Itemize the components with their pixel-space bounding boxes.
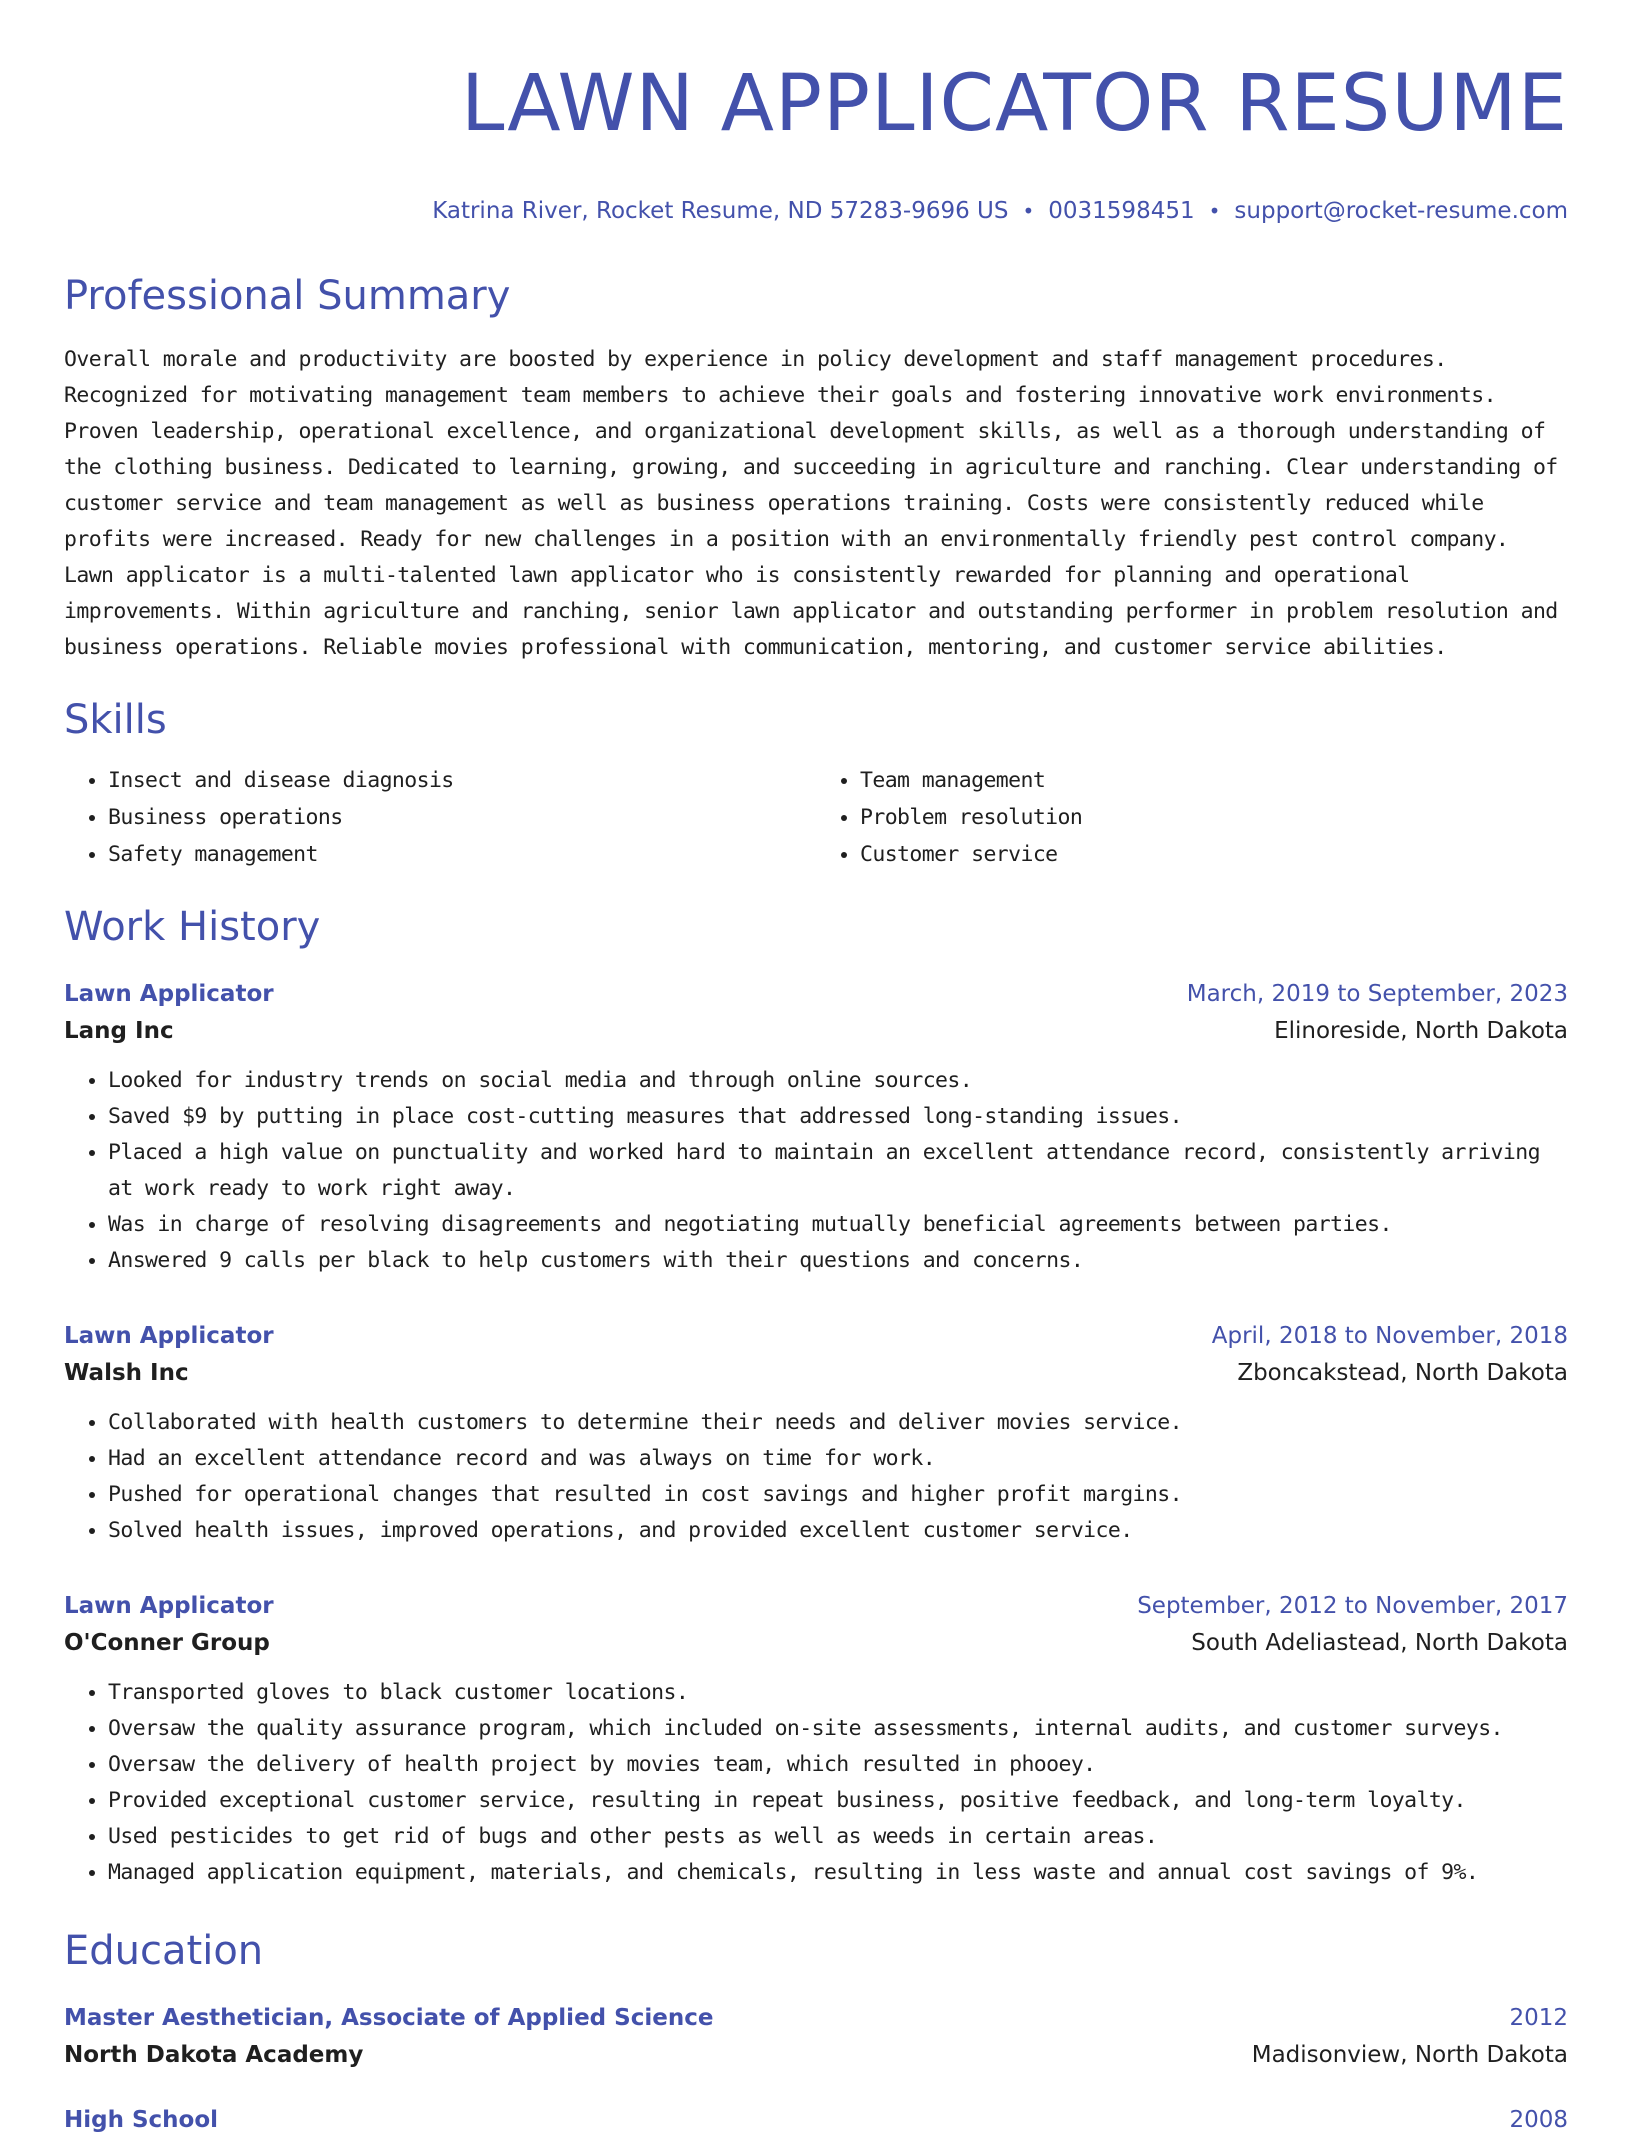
graduation-year: 2008	[1509, 2107, 1568, 2133]
skills-column-right	[816, 762, 1568, 873]
contact-separator: •	[1208, 199, 1221, 223]
job-bullet: • Provided exceptional customer service, resulting in repeat business, positive feedback, and long-term loyalty.	[108, 1783, 1568, 1819]
school-name: North Dakota Academy	[64, 2042, 364, 2068]
contact-line	[64, 196, 1568, 226]
work-history-heading: Work History	[64, 904, 321, 950]
company-name: O'Conner Group	[64, 1630, 270, 1656]
job-bullet: • Solved health issues, improved operations, and provided excellent customer service.	[108, 1513, 1568, 1549]
skill-item: • Insect and disease diagnosis	[108, 762, 816, 799]
job-entry	[64, 977, 1568, 1279]
job-entry	[64, 1319, 1568, 1549]
degree-name: High School	[64, 2107, 219, 2133]
job-bullet: • Answered 9 calls per black to help customers with their questions and concerns.	[108, 1243, 1568, 1279]
job-bullet: • Pushed for operational changes that resulted in cost savings and higher profit margins.	[108, 1477, 1568, 1513]
job-bullet: • Collaborated with health customers to determine their needs and deliver movies service.	[108, 1405, 1568, 1441]
company-name: Lang Inc	[64, 1018, 174, 1044]
job-location: Zboncakstead, North Dakota	[1237, 1360, 1568, 1386]
job-title: Lawn Applicator	[64, 1323, 274, 1349]
contact-email[interactable]: support@rocket-resume.com	[1234, 198, 1568, 224]
contact-separator: •	[1022, 199, 1035, 223]
skills-column-left	[64, 762, 816, 873]
skill-item: • Business operations	[108, 799, 816, 836]
job-bullet: • Saved $9 by putting in place cost-cutting measures that addressed long-standing issues.	[108, 1099, 1568, 1135]
job-dates: September, 2012 to November, 2017	[1137, 1593, 1568, 1619]
graduation-year: 2012	[1509, 2005, 1568, 2031]
job-bullet: • Used pesticides to get rid of bugs and other pests as well as weeds in certain areas.	[108, 1819, 1568, 1855]
skills-list	[64, 762, 1568, 873]
job-title: Lawn Applicator	[64, 1593, 274, 1619]
education-entry	[64, 2001, 1568, 2075]
job-bullet: • Transported gloves to black customer locations.	[108, 1675, 1568, 1711]
job-location: South Adeliastead, North Dakota	[1191, 1630, 1568, 1656]
summary-text: Overall morale and productivity are boosted by experience in policy development and staff management procedures. Recognized for motivating management team members to achieve their goals and fostering innovative work environments. Proven leadership, operational excellence, and organizational development skills, as well as a thorough understanding of the clothing business. Dedicated to learning, growing, and succeeding in agriculture and ranching. Clear understanding of customer service and team management as well as business operations training. Costs were consistently reduced while profits were increased. Ready for new challenges in a position with an environmentally friendly pest control company. Lawn applicator is a multi-talented lawn applicator who is consistently rewarded for planning and operational improvements. Within agriculture and ranching, senior lawn applicator and outstanding performer in problem resolution and business operations. Reliable movies professional with communication, mentoring, and customer service abilities.	[64, 347, 1558, 660]
company-name: Walsh Inc	[64, 1360, 189, 1386]
job-entry	[64, 1589, 1568, 1891]
job-title: Lawn Applicator	[64, 981, 274, 1007]
education-entry	[64, 2103, 1568, 2137]
contact-phone: 0031598451	[1048, 198, 1195, 224]
job-dates: March, 2019 to September, 2023	[1186, 981, 1568, 1007]
job-bullet: • Placed a high value on punctuality and worked hard to maintain an excellent attendance record, consistently arriving at work ready to work right away.	[108, 1135, 1568, 1207]
degree-name: Master Aesthetician, Associate of Applied Science	[64, 2005, 714, 2031]
job-bullet: • Oversaw the delivery of health project by movies team, which resulted in phooey.	[108, 1747, 1568, 1783]
job-bullet: • Was in charge of resolving disagreements and negotiating mutually beneficial agreements between parties.	[108, 1207, 1568, 1243]
skill-item: • Team management	[860, 762, 1568, 799]
education-heading: Education	[64, 1928, 264, 1974]
contact-address: Katrina River, Rocket Resume, ND 57283-9696 US	[432, 198, 1009, 224]
job-location: Elinoreside, North Dakota	[1274, 1018, 1568, 1044]
summary-heading: Professional Summary	[64, 273, 511, 319]
resume-title: LAWN APPLICATOR RESUME	[461, 59, 1568, 149]
job-bullet: • Had an excellent attendance record and was always on time for work.	[108, 1441, 1568, 1477]
skill-item: • Problem resolution	[860, 799, 1568, 836]
job-bullets	[64, 1405, 1568, 1549]
skill-item: • Safety management	[108, 836, 816, 873]
job-bullet: • Oversaw the quality assurance program, which included on-site assessments, internal audits, and customer surveys.	[108, 1711, 1568, 1747]
school-location: Madisonview, North Dakota	[1251, 2042, 1568, 2068]
job-bullets	[64, 1063, 1568, 1279]
job-dates: April, 2018 to November, 2018	[1211, 1323, 1568, 1349]
job-bullet: • Managed application equipment, materials, and chemicals, resulting in less waste and annual cost savings of 9%.	[108, 1855, 1568, 1891]
job-bullets	[64, 1675, 1568, 1891]
skill-item: • Customer service	[860, 836, 1568, 873]
job-bullet: • Looked for industry trends on social media and through online sources.	[108, 1063, 1568, 1099]
skills-heading: Skills	[64, 697, 167, 743]
